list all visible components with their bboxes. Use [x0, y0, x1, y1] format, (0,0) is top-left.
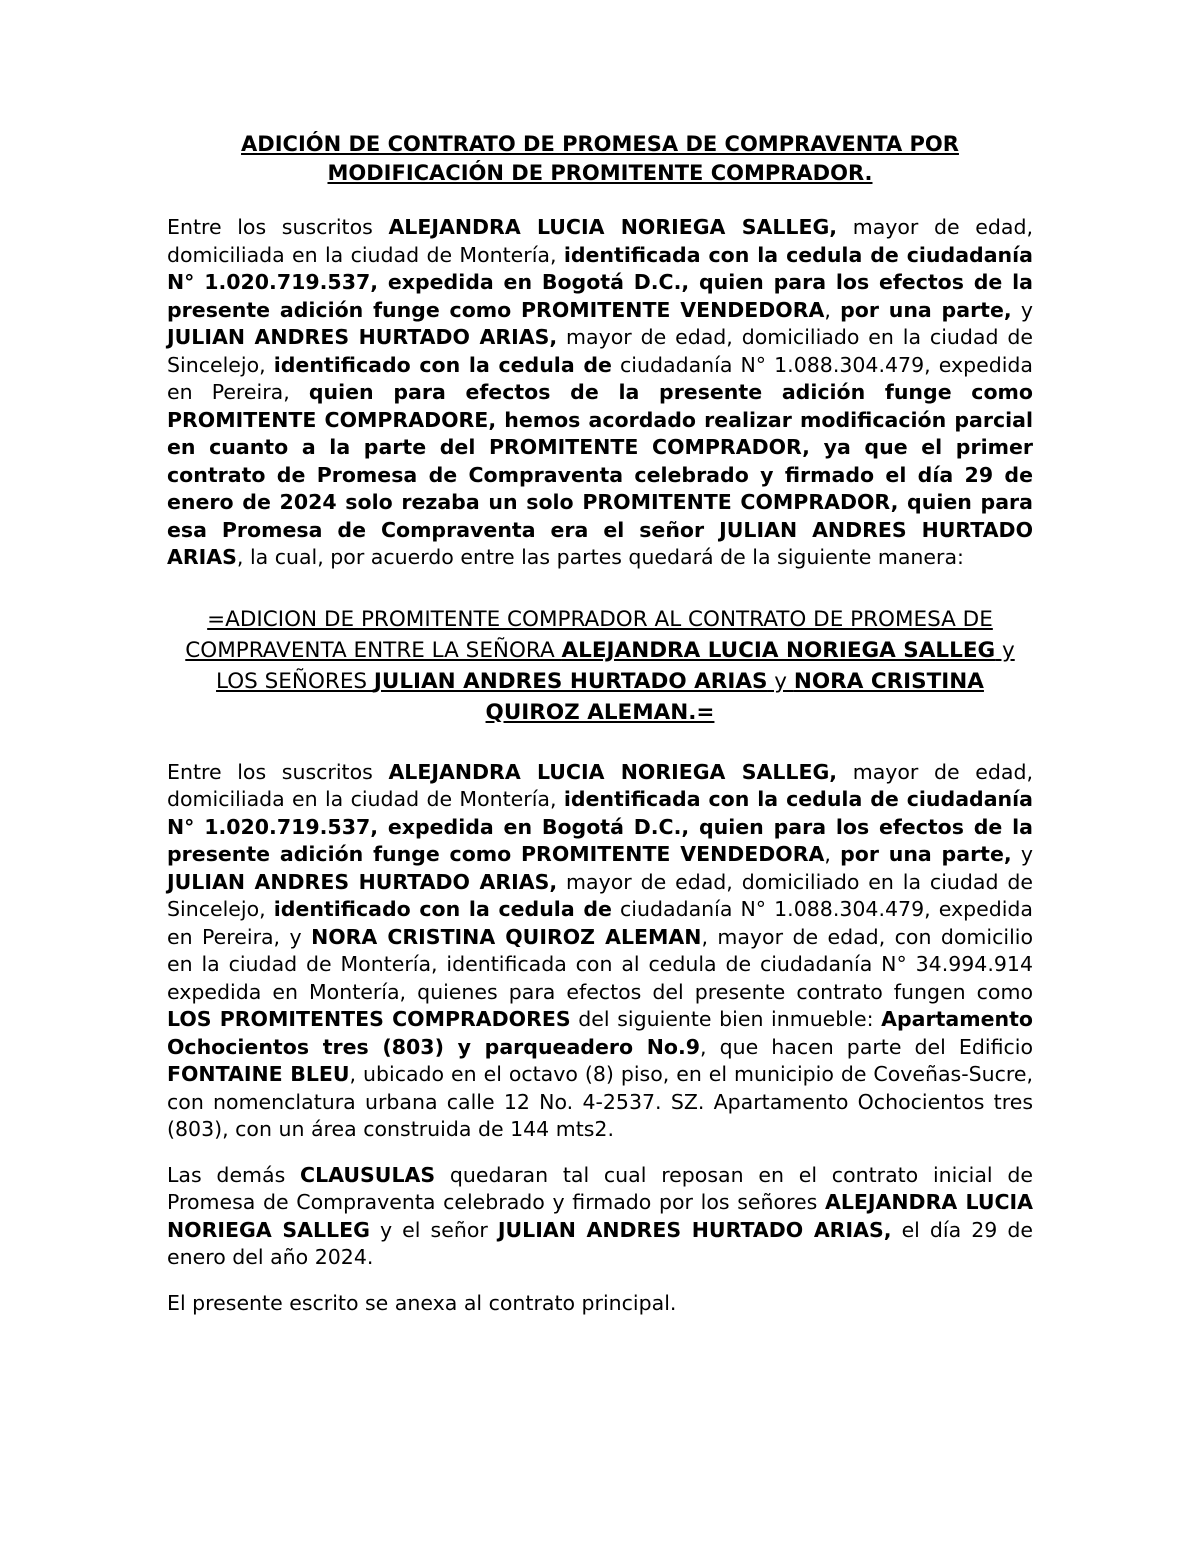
text-run: mayor de edad, domiciliada en la ciudad de Montería,: [167, 215, 1033, 267]
text-run: ,: [824, 297, 841, 322]
text-run: y: [767, 668, 794, 694]
buyer-name: JULIAN ANDRES HURTADO ARIAS,: [167, 869, 558, 894]
role-buyers: LOS PROMITENTES COMPRADORES: [167, 1007, 571, 1031]
buyer-name: JULIAN ANDRES HURTADO ARIAS: [373, 668, 768, 694]
text-run: , la cual, por acuerdo entre las partes quedará de la siguiente manera:: [236, 545, 964, 569]
bold-run: identificado con la cedula de: [273, 897, 612, 921]
bold-run: identificada con la cedula de ciudadanía N° 1.020.719.537, expedida en Bogotá D.C., quien para los efectos de la presente adición funge como: [167, 242, 1033, 322]
bold-run: CLAUSULAS: [300, 1162, 436, 1187]
text-run: ciudadanía N° 1.088.304.479, expedida en Pereira,: [167, 352, 1033, 404]
section-heading: [167, 604, 1033, 728]
text-run: Las demás: [167, 1162, 301, 1187]
text-run: ciudadanía N° 1.088.304.479, expedida en Pereira, y: [167, 897, 1033, 949]
text-run: mayor de edad, domiciliada en la ciudad de Montería,: [167, 759, 1033, 811]
closing-paragraph: [167, 1290, 1033, 1318]
role-seller: PROMITENTE VENDEDORA: [521, 297, 825, 322]
title-line-2: MODIFICACIÓN DE PROMITENTE COMPRADOR.: [327, 161, 873, 185]
buyer-name: JULIAN ANDRES HURTADO ARIAS,: [497, 1217, 892, 1242]
text-run: y: [1011, 842, 1033, 866]
bold-run: identificado con la cedula de: [273, 352, 612, 377]
seller-name: ALEJANDRA LUCIA NORIEGA SALLEG: [167, 1190, 1034, 1242]
building-name: FONTAINE BLEU: [167, 1062, 350, 1086]
bold-run: identificada con la cedula de ciudadanía N° 1.020.719.537, expedida en Bogotá D.C., quien para los efectos de la presente adición funge como: [167, 787, 1033, 866]
text-run: =ADICION DE PROMITENTE COMPRADOR AL CONTRATO DE PROMESA DE COMPRAVENTA ENTRE LA SEÑORA: [185, 606, 993, 663]
seller-name: ALEJANDRA LUCIA NORIEGA SALLEG,: [388, 759, 838, 784]
title-line-1: ADICIÓN DE CONTRATO DE PROMESA DE COMPRAVENTA POR: [241, 132, 959, 156]
role-seller: PROMITENTE VENDEDORA: [521, 842, 825, 866]
text-run: y: [1011, 297, 1033, 322]
text-run: mayor de edad, domiciliado en la ciudad de Sincelejo,: [167, 869, 1033, 921]
text-run: Entre los suscritos: [167, 215, 389, 239]
text-run: , ubicado en el octavo (8) piso, en el municipio de Coveñas-Sucre, con nomenclatura urbana calle 12 No. 4-2537. SZ. Apartamento Ochocientos tres (803), con un área construida de 144 mts2.: [167, 1062, 1034, 1141]
buyer-name: NORA CRISTINA QUIROZ ALEMAN: [311, 924, 702, 949]
text-run: y LOS SEÑORES: [216, 637, 1015, 694]
text-run: del siguiente bien inmueble:: [570, 1007, 882, 1031]
bold-run: quien para efectos de la presente adición funge como: [308, 380, 1033, 404]
text-run: Entre los suscritos: [167, 759, 389, 784]
document-title: [167, 130, 1033, 188]
seller-name: ALEJANDRA LUCIA NORIEGA SALLEG: [561, 637, 996, 663]
text-run: El presente escrito se anexa al contrato principal.: [167, 1290, 677, 1315]
bold-run: por una parte,: [840, 297, 1012, 322]
document-page: [167, 130, 1033, 1317]
text-run: , mayor de edad, con domicilio en la ciudad de Montería, identificada con al cedula de ciudadanía N° 34.994.914 expedida en Montería, quienes para efectos del presente contrato fungen como: [167, 924, 1033, 1004]
text-run: el día 29 de enero del año 2024.: [167, 1217, 1034, 1269]
text-run: mayor de edad, domiciliado en la ciudad de Sincelejo,: [167, 325, 1033, 377]
buyer-name: JULIAN ANDRES HURTADO ARIAS,: [167, 325, 558, 349]
buyer-name: JULIAN ANDRES HURTADO ARIAS: [167, 517, 1033, 569]
seller-name: ALEJANDRA LUCIA NORIEGA SALLEG,: [388, 215, 838, 239]
text-run: , que hacen parte del Edificio: [700, 1034, 1033, 1059]
bold-run: , hemos acordado realizar modificación parcial en cuanto a la parte del PROMITENTE COMPRADOR, ya que el primer contrato de Promesa de Compraventa celebrado y firmado el día 29 de enero de 2024 solo rezaba un solo PROMITENTE COMPRADOR, quien para esa Promesa de Compraventa era el señor: [167, 407, 1033, 542]
clauses-paragraph: [167, 1162, 1033, 1272]
contract-paragraph: [167, 759, 1033, 1144]
buyer-name: NORA CRISTINA QUIROZ ALEMAN.=: [485, 668, 984, 725]
role-buyer: PROMITENTE COMPRADORE: [167, 407, 489, 432]
intro-paragraph: [167, 214, 1033, 572]
property-description: Apartamento Ochocientos tres (803) y parqueadero No.9: [167, 1007, 1033, 1059]
bold-run: por una parte,: [840, 842, 1012, 866]
text-run: y el señor: [369, 1217, 498, 1242]
text-run: ,: [824, 842, 841, 866]
text-run: quedaran tal cual reposan en el contrato inicial de Promesa de Compraventa celebrado y firmado por los señores: [167, 1162, 1033, 1214]
